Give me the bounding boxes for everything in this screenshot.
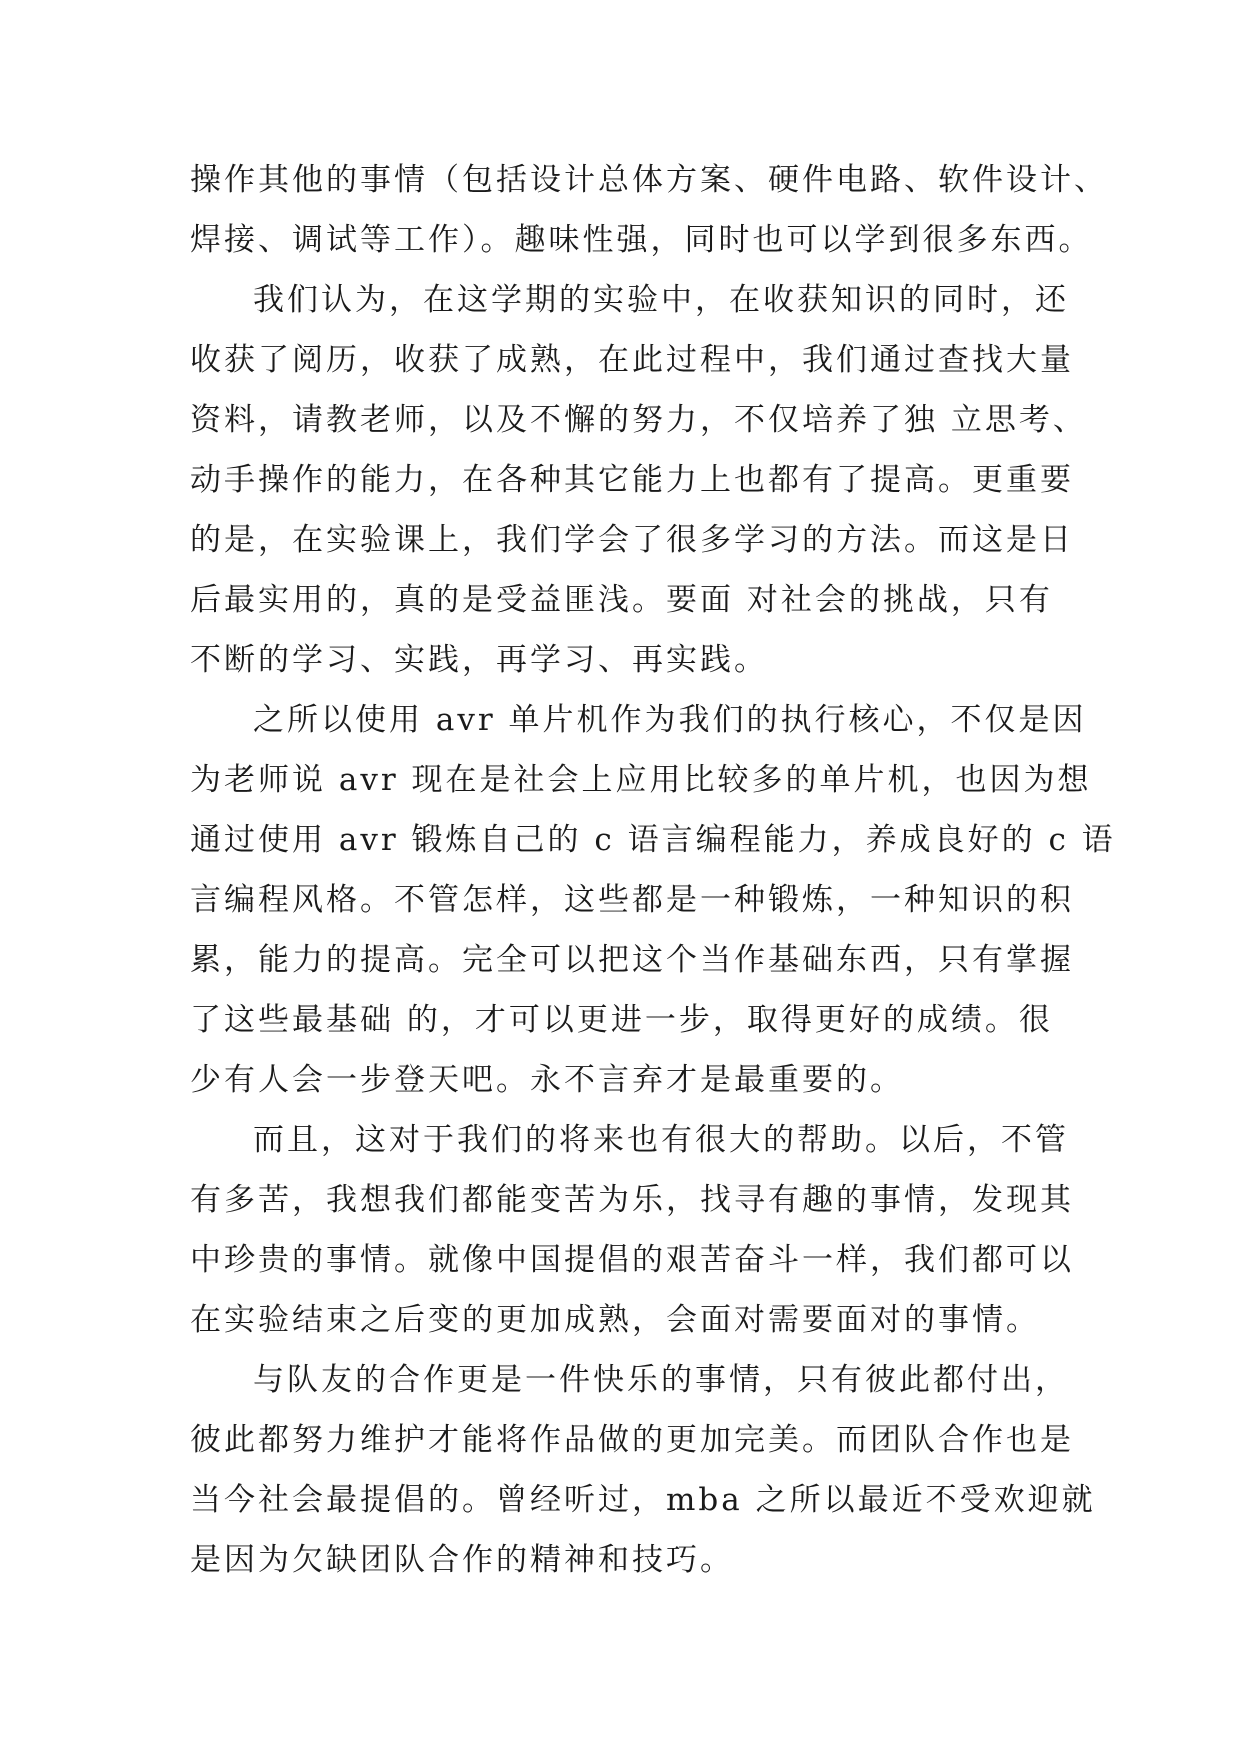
text-line: 通过使用 avr 锻炼自己的 c 语言编程能力，养成良好的 c 语 bbox=[190, 822, 1116, 858]
text-line: 有多苦，我想我们都能变苦为乐，找寻有趣的事情，发现其 bbox=[190, 1182, 1074, 1218]
text-line: 在实验结束之后变的更加成熟，会面对需要面对的事情。 bbox=[190, 1302, 1040, 1338]
paragraph-5 bbox=[190, 1350, 1096, 1590]
text-line: 中珍贵的事情。就像中国提倡的艰苦奋斗一样，我们都可以 bbox=[190, 1242, 1074, 1278]
paragraph-2 bbox=[190, 270, 1087, 690]
paragraph-4 bbox=[190, 1110, 1074, 1350]
paragraph-3 bbox=[190, 690, 1116, 1110]
text-line: 收获了阅历，收获了成熟，在此过程中，我们通过查找大量 bbox=[190, 342, 1074, 378]
text-line: 操作其他的事情（包括设计总体方案、硬件电路、软件设计、 bbox=[190, 162, 1108, 198]
text-line: 资料，请教老师，以及不懈的努力，不仅培养了独 立思考、 bbox=[190, 402, 1087, 438]
text-line: 了这些最基础 的，才可以更进一步，取得更好的成绩。很 bbox=[190, 1002, 1053, 1038]
text-line: 为老师说 avr 现在是社会上应用比较多的单片机，也因为想 bbox=[190, 762, 1092, 798]
body-text bbox=[190, 150, 1116, 1590]
text-line: 彼此都努力维护才能将作品做的更加完美。而团队合作也是 bbox=[190, 1422, 1074, 1458]
text-line: 我们认为，在这学期的实验中，在收获知识的同时，还 bbox=[253, 282, 1069, 318]
text-line: 的是，在实验课上，我们学会了很多学习的方法。而这是日 bbox=[190, 522, 1074, 558]
text-line: 累，能力的提高。完全可以把这个当作基础东西，只有掌握 bbox=[190, 942, 1074, 978]
text-line: 动手操作的能力，在各种其它能力上也都有了提高。更重要 bbox=[190, 462, 1074, 498]
text-line: 少有人会一步登天吧。永不言弃才是最重要的。 bbox=[190, 1062, 904, 1098]
text-line: 当今社会最提倡的。曾经听过，mba 之所以最近不受欢迎就 bbox=[190, 1482, 1096, 1518]
text-line: 是因为欠缺团队合作的精神和技巧。 bbox=[190, 1542, 734, 1578]
text-line: 后最实用的，真的是受益匪浅。要面 对社会的挑战，只有 bbox=[190, 582, 1053, 618]
text-line: 与队友的合作更是一件快乐的事情，只有彼此都付出， bbox=[253, 1362, 1069, 1398]
paragraph-1 bbox=[190, 150, 1108, 270]
text-line: 而且，这对于我们的将来也有很大的帮助。以后，不管 bbox=[253, 1122, 1069, 1158]
text-line: 焊接、调试等工作）。趣味性强，同时也可以学到很多东西。 bbox=[190, 222, 1093, 258]
text-line: 不断的学习、实践，再学习、再实践。 bbox=[190, 642, 768, 678]
text-line: 之所以使用 avr 单片机作为我们的执行核心，不仅是因 bbox=[253, 702, 1087, 738]
text-line: 言编程风格。不管怎样，这些都是一种锻炼，一种知识的积 bbox=[190, 882, 1074, 918]
